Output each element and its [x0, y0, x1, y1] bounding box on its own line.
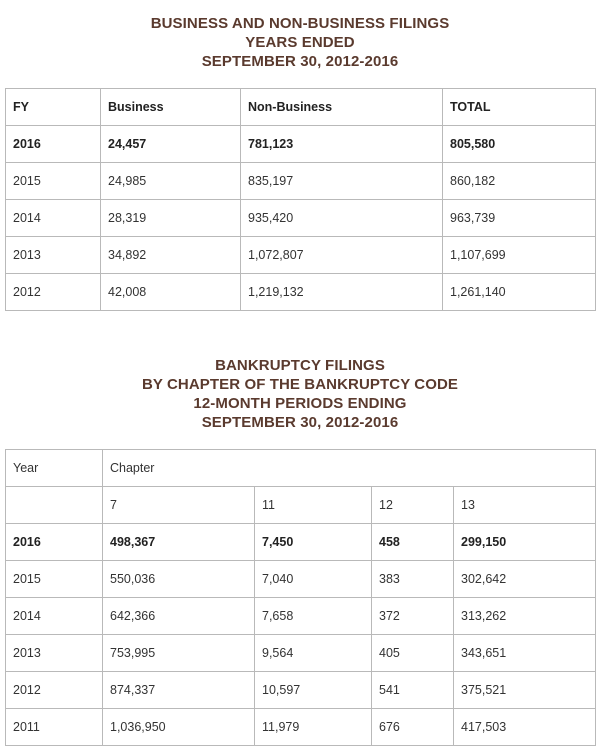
title-line: BANKRUPTCY FILINGS [215, 357, 385, 374]
cell: 963,739 [443, 200, 596, 237]
cell: 313,262 [454, 598, 596, 635]
table-row [6, 237, 596, 274]
table-row [6, 672, 596, 709]
table-row [6, 274, 596, 311]
cell: 343,651 [454, 635, 596, 672]
cell: 372 [372, 598, 454, 635]
cell: 7,658 [255, 598, 372, 635]
cell: 2014 [6, 200, 101, 237]
cell: 541 [372, 672, 454, 709]
chapter-filings-title [0, 356, 600, 432]
cell: 34,892 [101, 237, 241, 274]
table-row [6, 709, 596, 746]
cell: 10,597 [255, 672, 372, 709]
table-row [6, 598, 596, 635]
cell: 1,036,950 [103, 709, 255, 746]
header-chapter-7: 7 [103, 487, 255, 524]
title-line: YEARS ENDED [245, 34, 355, 51]
cell: 405 [372, 635, 454, 672]
header-total: TOTAL [443, 89, 596, 126]
table-row [6, 524, 596, 561]
business-filings-title [0, 14, 600, 71]
header-fy: FY [6, 89, 101, 126]
table-row [6, 635, 596, 672]
cell: 2015 [6, 561, 103, 598]
cell: 642,366 [103, 598, 255, 635]
cell: 1,072,807 [241, 237, 443, 274]
cell: 42,008 [101, 274, 241, 311]
cell: 299,150 [454, 524, 596, 561]
cell: 28,319 [101, 200, 241, 237]
cell: 835,197 [241, 163, 443, 200]
cell: 2015 [6, 163, 101, 200]
chapter-filings-table [5, 449, 596, 746]
cell: 24,985 [101, 163, 241, 200]
title-line: BY CHAPTER OF THE BANKRUPTCY CODE [141, 376, 459, 393]
cell-empty [6, 487, 103, 524]
cell: 498,367 [103, 524, 255, 561]
table-header-row [6, 89, 596, 126]
header-business: Business [101, 89, 241, 126]
cell: 2016 [6, 126, 101, 163]
cell: 676 [372, 709, 454, 746]
cell: 753,995 [103, 635, 255, 672]
cell: 7,450 [255, 524, 372, 561]
business-filings-table [5, 88, 596, 311]
cell: 2011 [6, 709, 103, 746]
cell: 24,457 [101, 126, 241, 163]
cell: 1,107,699 [443, 237, 596, 274]
chapter-header-row [6, 487, 596, 524]
table-row [6, 561, 596, 598]
cell: 2012 [6, 274, 101, 311]
cell: 375,521 [454, 672, 596, 709]
cell: 9,564 [255, 635, 372, 672]
cell: 1,261,140 [443, 274, 596, 311]
cell: 2014 [6, 598, 103, 635]
cell: 550,036 [103, 561, 255, 598]
cell: 2013 [6, 237, 101, 274]
header-chapter-11: 11 [255, 487, 372, 524]
cell: 458 [372, 524, 454, 561]
title-line: SEPTEMBER 30, 2012-2016 [201, 414, 399, 431]
title-line: SEPTEMBER 30, 2012-2016 [201, 53, 399, 70]
cell: 874,337 [103, 672, 255, 709]
header-chapter-12: 12 [372, 487, 454, 524]
cell: 1,219,132 [241, 274, 443, 311]
header-non-business: Non-Business [241, 89, 443, 126]
cell: 302,642 [454, 561, 596, 598]
cell: 2016 [6, 524, 103, 561]
cell: 2012 [6, 672, 103, 709]
cell: 860,182 [443, 163, 596, 200]
header-chapter: Chapter [103, 450, 596, 487]
table-header-row [6, 450, 596, 487]
title-line: BUSINESS AND NON-BUSINESS FILINGS [150, 15, 450, 32]
cell: 2013 [6, 635, 103, 672]
table-row [6, 163, 596, 200]
cell: 935,420 [241, 200, 443, 237]
cell: 805,580 [443, 126, 596, 163]
cell: 781,123 [241, 126, 443, 163]
title-line: 12-MONTH PERIODS ENDING [193, 395, 407, 412]
cell: 417,503 [454, 709, 596, 746]
cell: 383 [372, 561, 454, 598]
table-row [6, 126, 596, 163]
header-chapter-13: 13 [454, 487, 596, 524]
table-row [6, 200, 596, 237]
cell: 11,979 [255, 709, 372, 746]
cell: 7,040 [255, 561, 372, 598]
header-year: Year [6, 450, 103, 487]
